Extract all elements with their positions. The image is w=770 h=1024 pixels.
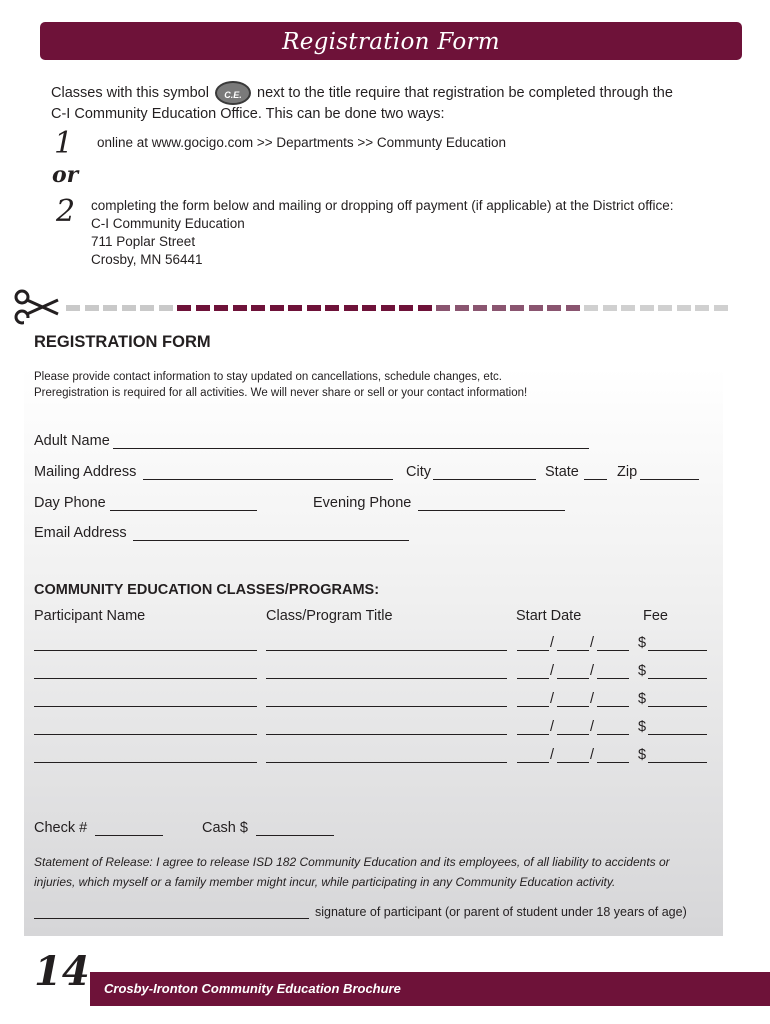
notice-line: Preregistration is required for all activities. We will never share or sell or your contact information! [34, 387, 528, 399]
page-title: Registration Form [40, 22, 742, 60]
cut-line-dash [233, 305, 247, 311]
start-date-day-field[interactable] [557, 678, 589, 679]
cut-line-dash [455, 305, 469, 311]
participant-name-field[interactable] [34, 734, 257, 735]
intro-line2: C-I Community Education Office. This can be done two ways: [51, 106, 445, 122]
start-date-year-field[interactable] [597, 706, 629, 707]
day-phone-label: Day Phone [34, 495, 106, 511]
start-date-month-field[interactable] [517, 762, 549, 763]
start-date-day-field[interactable] [557, 734, 589, 735]
cut-line-dash [547, 305, 561, 311]
cut-line-dash [381, 305, 395, 311]
cut-line-dash [603, 305, 617, 311]
option-two-number: 2 [56, 194, 76, 229]
cut-line-dash [510, 305, 524, 311]
signature-label: signature of participant (or parent of student under 18 years of age) [315, 905, 687, 919]
cut-line-dash [436, 305, 450, 311]
start-date-day-field[interactable] [557, 650, 589, 651]
cut-line-dash [621, 305, 635, 311]
cut-line-dash [399, 305, 413, 311]
check-label: Check # [34, 820, 88, 836]
page-number: 14 [34, 948, 90, 995]
cut-line-dash [196, 305, 210, 311]
start-date-day-field[interactable] [557, 706, 589, 707]
adult-name-field[interactable] [113, 448, 589, 449]
fee-field[interactable] [648, 762, 707, 763]
ce-symbol-icon: C.E. [215, 81, 251, 105]
option-one-number: 1 [54, 126, 74, 161]
cash-label: Cash $ [202, 820, 248, 836]
cut-line-dash [566, 305, 580, 311]
option-two-line: completing the form below and mailing or dropping off payment (if applicable) at the District office: [91, 198, 674, 213]
date-separator: / [590, 663, 595, 679]
evening-phone-label: Evening Phone [313, 495, 412, 511]
zip-field[interactable] [640, 479, 699, 480]
adult-name-label: Adult Name [34, 433, 110, 449]
state-label: State [545, 464, 579, 480]
fee-symbol: $ [638, 663, 647, 679]
cut-line-dash [677, 305, 691, 311]
cut-line-dash [362, 305, 376, 311]
class-title-field[interactable] [266, 706, 507, 707]
column-fee: Fee [643, 608, 668, 624]
cash-field[interactable] [256, 835, 334, 836]
mailing-address-label: Mailing Address [34, 464, 137, 480]
participant-name-field[interactable] [34, 706, 257, 707]
class-title-field[interactable] [266, 650, 507, 651]
cut-line-dash [658, 305, 672, 311]
cut-line-dash [214, 305, 228, 311]
cut-line-dash [714, 305, 728, 311]
cut-line-dash [695, 305, 709, 311]
option-two-line: 711 Poplar Street [91, 234, 196, 249]
notice-line: Please provide contact information to stay updated on cancellations, schedule changes, etc. [34, 371, 502, 383]
intro-after-symbol: next to the title require that registration be completed through the [257, 84, 673, 101]
cut-line-dash [584, 305, 598, 311]
cut-line-dash [307, 305, 321, 311]
cut-line-dash [159, 305, 173, 311]
signature-field[interactable] [34, 918, 309, 919]
date-separator: / [590, 719, 595, 735]
fee-field[interactable] [648, 734, 707, 735]
participant-name-field[interactable] [34, 762, 257, 763]
start-date-day-field[interactable] [557, 762, 589, 763]
cut-line-dash [85, 305, 99, 311]
cut-line-dash [344, 305, 358, 311]
date-separator: / [550, 719, 555, 735]
date-separator: / [550, 663, 555, 679]
date-separator: / [550, 691, 555, 707]
option-two-text [91, 197, 731, 269]
city-field[interactable] [433, 479, 536, 480]
cut-line-dash [288, 305, 302, 311]
email-field[interactable] [133, 540, 409, 541]
or-label: or [52, 162, 79, 188]
cut-line-dash [103, 305, 117, 311]
release-statement: Statement of Release: I agree to release ISD 182 Community Education and its employees, of all liability to accidents or injuries, which myself or a family member might incur, while participating in any Community Education activity. [34, 855, 670, 889]
column-start-date: Start Date [516, 608, 582, 624]
fee-symbol: $ [638, 747, 647, 763]
column-class-title: Class/Program Title [266, 608, 393, 624]
fee-symbol: $ [638, 635, 647, 651]
footer-text: Crosby-Ironton Community Education Brochure [104, 981, 401, 996]
start-date-month-field[interactable] [517, 678, 549, 679]
option-two-line: Crosby, MN 56441 [91, 252, 203, 267]
start-date-year-field[interactable] [597, 678, 629, 679]
date-separator: / [590, 747, 595, 763]
option-one-text: online at www.gocigo.com >> Departments >> Communty Education [97, 135, 506, 150]
column-participant-name: Participant Name [34, 608, 146, 624]
cut-line-dash [640, 305, 654, 311]
date-separator: / [590, 691, 595, 707]
option-two-line: C-I Community Education [91, 216, 245, 231]
cut-line-dash [529, 305, 543, 311]
evening-phone-field[interactable] [418, 510, 565, 511]
city-label: City [406, 464, 431, 480]
cut-line-dash [122, 305, 136, 311]
fee-field[interactable] [648, 706, 707, 707]
date-separator: / [550, 747, 555, 763]
state-field[interactable] [584, 479, 607, 480]
intro-before-symbol: Classes with this symbol [51, 84, 209, 101]
class-title-field[interactable] [266, 762, 507, 763]
zip-label: Zip [617, 464, 638, 480]
date-separator: / [550, 635, 555, 651]
fee-symbol: $ [638, 719, 647, 735]
date-separator: / [590, 635, 595, 651]
fee-symbol: $ [638, 691, 647, 707]
cut-line-dash [418, 305, 432, 311]
classes-heading: COMMUNITY EDUCATION CLASSES/PROGRAMS: [34, 582, 380, 598]
start-date-month-field[interactable] [517, 734, 549, 735]
fee-field[interactable] [648, 678, 707, 679]
day-phone-field[interactable] [110, 510, 257, 511]
email-label: Email Address [34, 525, 127, 541]
start-date-year-field[interactable] [597, 762, 629, 763]
start-date-year-field[interactable] [597, 650, 629, 651]
mailing-address-field[interactable] [143, 479, 393, 480]
form-notice [34, 369, 527, 401]
start-date-year-field[interactable] [597, 734, 629, 735]
cut-line-dash [66, 305, 80, 311]
participant-name-field[interactable] [34, 650, 257, 651]
start-date-month-field[interactable] [517, 706, 549, 707]
cut-line-dash [251, 305, 265, 311]
cut-line-dash [270, 305, 284, 311]
cut-line-dash [492, 305, 506, 311]
form-panel [24, 318, 723, 936]
cut-line-dash [325, 305, 339, 311]
cut-line-dash [473, 305, 487, 311]
cut-line-dash [140, 305, 154, 311]
check-field[interactable] [95, 835, 163, 836]
fee-field[interactable] [648, 650, 707, 651]
cut-line-dash [177, 305, 191, 311]
class-title-field[interactable] [266, 734, 507, 735]
form-heading: REGISTRATION FORM [34, 333, 211, 351]
participant-name-field[interactable] [34, 678, 257, 679]
class-title-field[interactable] [266, 678, 507, 679]
intro-text [51, 81, 731, 123]
start-date-month-field[interactable] [517, 650, 549, 651]
